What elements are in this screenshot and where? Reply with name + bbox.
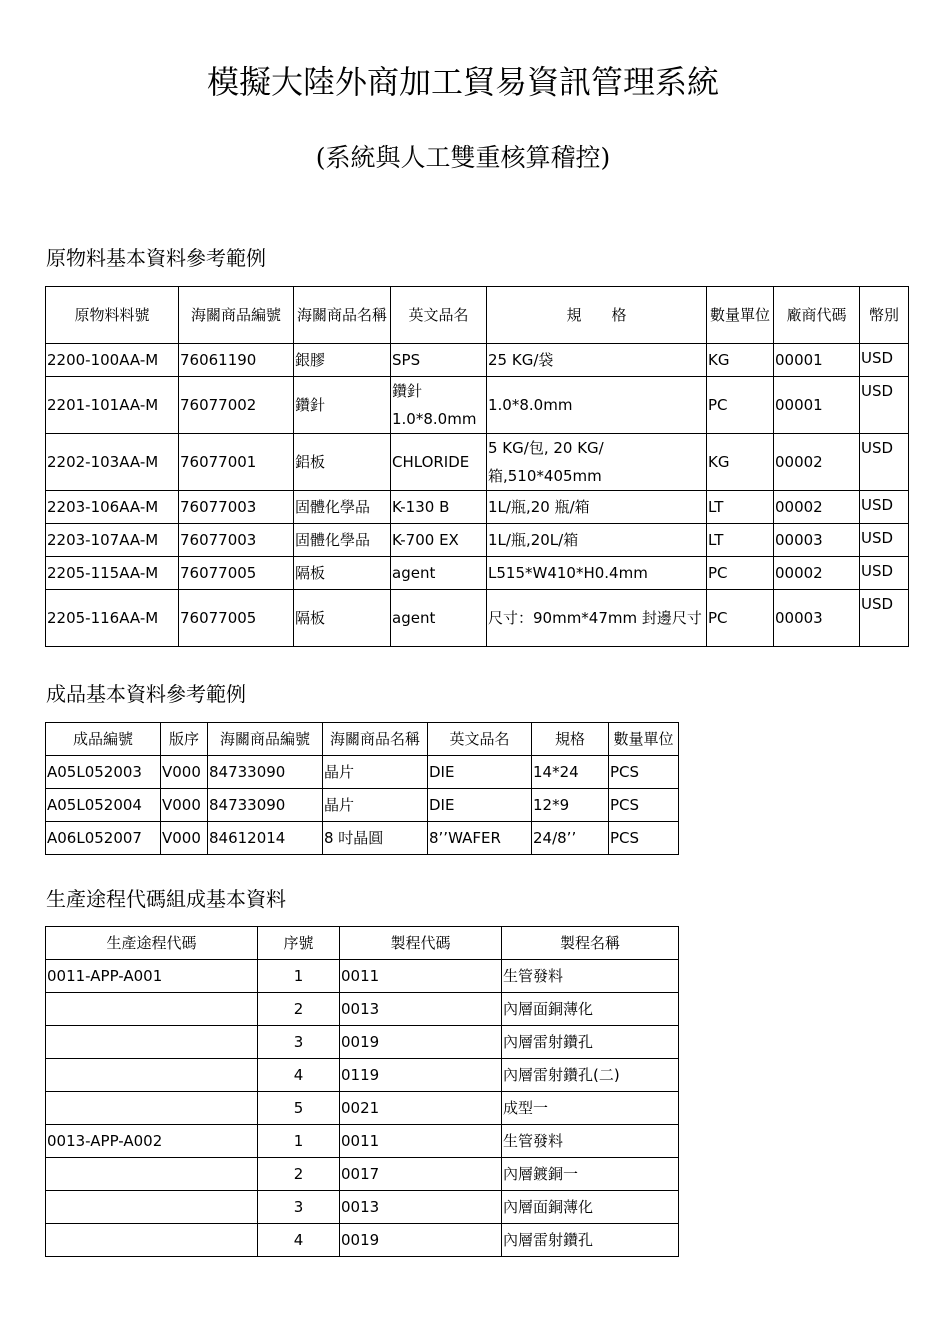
unit-cell: LT	[707, 524, 774, 557]
currency-cell: USD	[860, 524, 909, 557]
hs-code-cell: 84733090	[208, 756, 323, 789]
column-header: 幣別	[860, 287, 909, 344]
table-row	[46, 1224, 679, 1257]
column-header: 製程代碼	[340, 927, 502, 960]
routing-table	[45, 926, 679, 1257]
column-header: 海關商品名稱	[294, 287, 391, 344]
process-name-cell: 成型一	[502, 1092, 679, 1125]
table-header-row	[46, 927, 679, 960]
vendor-cell: 00003	[774, 590, 860, 647]
unit-cell: PC	[707, 557, 774, 590]
process-name-cell: 內層面銅薄化	[502, 1191, 679, 1224]
route-code-cell	[46, 1026, 258, 1059]
table-row	[46, 344, 909, 377]
table-row	[46, 590, 909, 647]
route-code-cell	[46, 1092, 258, 1125]
column-header: 版序	[161, 723, 208, 756]
process-name-cell: 內層雷射鑽孔	[502, 1026, 679, 1059]
spec-cell: 5 KG/包, 20 KG/箱,510*405mm	[487, 434, 707, 491]
table-row	[46, 491, 909, 524]
column-header: 海關商品編號	[179, 287, 294, 344]
hs-code-cell: 76077001	[179, 434, 294, 491]
en-name-cell: K-130 B	[391, 491, 487, 524]
unit-cell: KG	[707, 434, 774, 491]
process-name-cell: 內層面銅薄化	[502, 993, 679, 1026]
part-no-cell: 2205-115AA-M	[46, 557, 179, 590]
process-code-cell: 0013	[340, 1191, 502, 1224]
currency-cell: USD	[860, 377, 909, 434]
spec-cell: 1.0*8.0mm	[487, 377, 707, 434]
unit-cell: LT	[707, 491, 774, 524]
table-row	[46, 434, 909, 491]
process-code-cell: 0019	[340, 1224, 502, 1257]
hs-code-cell: 76077003	[179, 491, 294, 524]
en-name-cell: agent	[391, 590, 487, 647]
part-no-cell: 2201-101AA-M	[46, 377, 179, 434]
table-row	[46, 1158, 679, 1191]
hs-name-cell: 固體化學品	[294, 491, 391, 524]
unit-cell: PCS	[609, 822, 679, 855]
version-cell: V000	[161, 756, 208, 789]
hs-name-cell: 晶片	[323, 789, 428, 822]
table-header-row	[46, 287, 909, 344]
vendor-cell: 00002	[774, 434, 860, 491]
route-code-cell	[46, 1191, 258, 1224]
column-header: 成品編號	[46, 723, 161, 756]
part-no-cell: 2200-100AA-M	[46, 344, 179, 377]
column-header: 英文品名	[391, 287, 487, 344]
part-no-cell: 2203-106AA-M	[46, 491, 179, 524]
version-cell: V000	[161, 789, 208, 822]
hs-code-cell: 76061190	[179, 344, 294, 377]
spec-cell: 1L/瓶,20L/箱	[487, 524, 707, 557]
seq-cell: 2	[258, 1158, 340, 1191]
process-code-cell: 0021	[340, 1092, 502, 1125]
en-name-cell: CHLORIDE	[391, 434, 487, 491]
table-row	[46, 993, 679, 1026]
table-row	[46, 524, 909, 557]
en-name-cell: 8’’WAFER	[428, 822, 532, 855]
en-name-cell: agent	[391, 557, 487, 590]
hs-code-cell: 76077002	[179, 377, 294, 434]
process-name-cell: 內層鍍銅一	[502, 1158, 679, 1191]
process-code-cell: 0019	[340, 1026, 502, 1059]
hs-code-cell: 76077005	[179, 557, 294, 590]
spec-cell: 24/8’’	[532, 822, 609, 855]
vendor-cell: 00003	[774, 524, 860, 557]
hs-name-cell: 鑽針	[294, 377, 391, 434]
seq-cell: 3	[258, 1026, 340, 1059]
hs-code-cell: 76077005	[179, 590, 294, 647]
seq-cell: 1	[258, 1125, 340, 1158]
column-header: 製程名稱	[502, 927, 679, 960]
column-header: 數量單位	[707, 287, 774, 344]
table-row	[46, 789, 679, 822]
table-row	[46, 1026, 679, 1059]
process-name-cell: 內層雷射鑽孔	[502, 1224, 679, 1257]
process-code-cell: 0017	[340, 1158, 502, 1191]
table-row	[46, 1125, 679, 1158]
vendor-cell: 00001	[774, 344, 860, 377]
finished-goods-heading: 成品基本資料參考範例	[46, 682, 246, 706]
process-code-cell: 0013	[340, 993, 502, 1026]
spec-cell: 尺寸：90mm*47mm 封邊尺寸	[487, 590, 707, 647]
document-subtitle: (系統與人工雙重核算稽控)	[315, 143, 611, 172]
table-row	[46, 557, 909, 590]
currency-cell: USD	[860, 590, 909, 647]
en-name-cell: K-700 EX	[391, 524, 487, 557]
seq-cell: 4	[258, 1059, 340, 1092]
vendor-cell: 00002	[774, 491, 860, 524]
en-name-cell: 鑽針 1.0*8.0mm	[391, 377, 487, 434]
column-header: 海關商品名稱	[323, 723, 428, 756]
column-header: 序號	[258, 927, 340, 960]
seq-cell: 3	[258, 1191, 340, 1224]
hs-name-cell: 晶片	[323, 756, 428, 789]
unit-cell: PCS	[609, 789, 679, 822]
en-name-cell: DIE	[428, 789, 532, 822]
column-header: 廠商代碼	[774, 287, 860, 344]
seq-cell: 5	[258, 1092, 340, 1125]
raw-materials-table	[45, 286, 909, 647]
seq-cell: 1	[258, 960, 340, 993]
seq-cell: 4	[258, 1224, 340, 1257]
column-header: 數量單位	[609, 723, 679, 756]
process-code-cell: 0011	[340, 1125, 502, 1158]
table-header-row	[46, 723, 679, 756]
process-name-cell: 生管發料	[502, 1125, 679, 1158]
table-row	[46, 822, 679, 855]
column-header: 原物料料號	[46, 287, 179, 344]
product-no-cell: A06L052007	[46, 822, 161, 855]
seq-cell: 2	[258, 993, 340, 1026]
finished-goods-table	[45, 722, 679, 855]
unit-cell: KG	[707, 344, 774, 377]
table-row	[46, 756, 679, 789]
part-no-cell: 2203-107AA-M	[46, 524, 179, 557]
unit-cell: PCS	[609, 756, 679, 789]
process-name-cell: 生管發料	[502, 960, 679, 993]
document-title: 模擬大陸外商加工貿易資訊管理系統	[206, 63, 719, 101]
vendor-cell: 00001	[774, 377, 860, 434]
process-name-cell: 內層雷射鑽孔(二)	[502, 1059, 679, 1092]
hs-name-cell: 隔板	[294, 590, 391, 647]
spec-cell: 25 KG/袋	[487, 344, 707, 377]
route-code-cell	[46, 1224, 258, 1257]
route-code-cell: 0013-APP-A002	[46, 1125, 258, 1158]
column-header: 海關商品編號	[208, 723, 323, 756]
hs-code-cell: 84733090	[208, 789, 323, 822]
currency-cell: USD	[860, 557, 909, 590]
en-name-cell: DIE	[428, 756, 532, 789]
currency-cell: USD	[860, 491, 909, 524]
table-row	[46, 1191, 679, 1224]
currency-cell: USD	[860, 434, 909, 491]
table-row	[46, 377, 909, 434]
route-code-cell: 0011-APP-A001	[46, 960, 258, 993]
column-header: 生產途程代碼	[46, 927, 258, 960]
route-code-cell	[46, 1059, 258, 1092]
spec-cell: L515*W410*H0.4mm	[487, 557, 707, 590]
currency-cell: USD	[860, 344, 909, 377]
column-header: 規 格	[487, 287, 707, 344]
spec-cell: 12*9	[532, 789, 609, 822]
hs-name-cell: 鋁板	[294, 434, 391, 491]
part-no-cell: 2205-116AA-M	[46, 590, 179, 647]
hs-name-cell: 銀膠	[294, 344, 391, 377]
hs-code-cell: 76077003	[179, 524, 294, 557]
unit-cell: PC	[707, 377, 774, 434]
column-header: 規格	[532, 723, 609, 756]
column-header: 英文品名	[428, 723, 532, 756]
hs-code-cell: 84612014	[208, 822, 323, 855]
en-name-cell: SPS	[391, 344, 487, 377]
unit-cell: PC	[707, 590, 774, 647]
version-cell: V000	[161, 822, 208, 855]
spec-cell: 14*24	[532, 756, 609, 789]
process-code-cell: 0119	[340, 1059, 502, 1092]
part-no-cell: 2202-103AA-M	[46, 434, 179, 491]
product-no-cell: A05L052004	[46, 789, 161, 822]
product-no-cell: A05L052003	[46, 756, 161, 789]
hs-name-cell: 8 吋晶圓	[323, 822, 428, 855]
vendor-cell: 00002	[774, 557, 860, 590]
hs-name-cell: 隔板	[294, 557, 391, 590]
process-code-cell: 0011	[340, 960, 502, 993]
table-row	[46, 1059, 679, 1092]
route-code-cell	[46, 1158, 258, 1191]
hs-name-cell: 固體化學品	[294, 524, 391, 557]
raw-materials-heading: 原物料基本資料參考範例	[46, 246, 266, 270]
table-row	[46, 1092, 679, 1125]
table-row	[46, 960, 679, 993]
routing-heading: 生產途程代碼組成基本資料	[46, 887, 286, 911]
spec-cell: 1L/瓶,20 瓶/箱	[487, 491, 707, 524]
route-code-cell	[46, 993, 258, 1026]
